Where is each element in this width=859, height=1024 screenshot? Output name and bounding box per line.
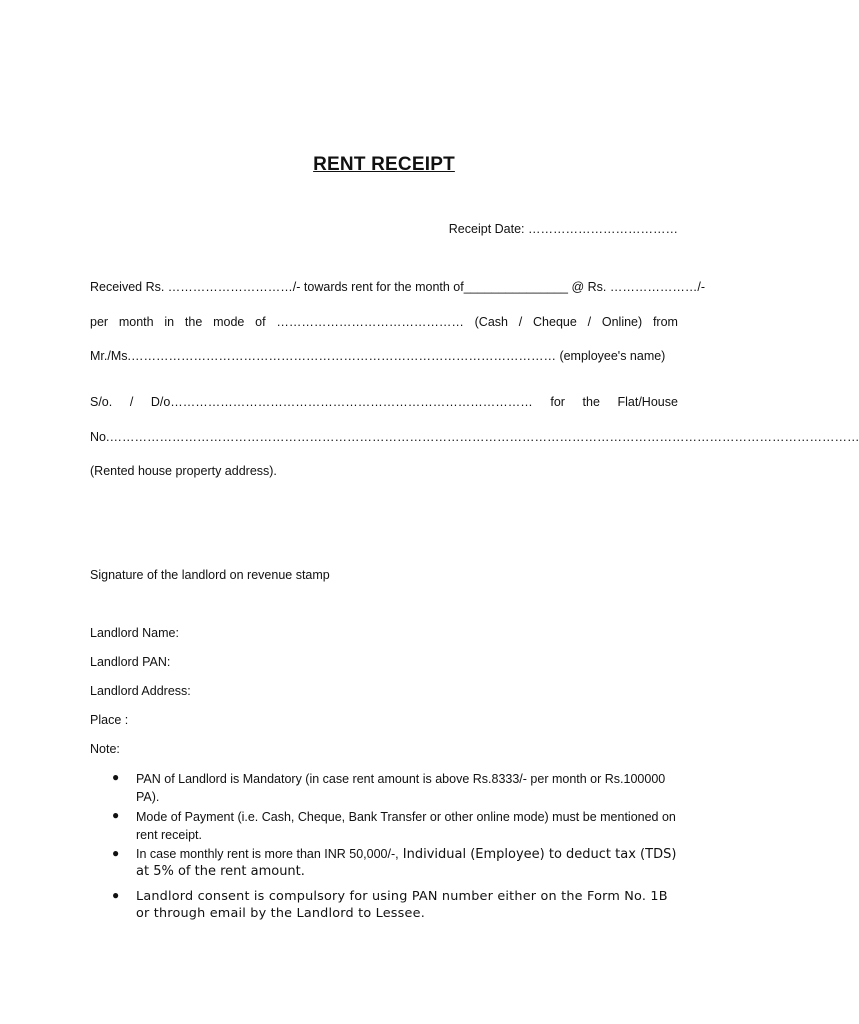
page-title: RENT RECEIPT	[313, 154, 455, 175]
signature-label: Signature of the landlord on revenue stamp	[90, 568, 330, 582]
place-label: Place :	[90, 713, 129, 727]
note-text	[136, 846, 678, 880]
word: in	[164, 315, 175, 329]
relation-blank: D/o……………………………………………………………………………	[150, 395, 533, 409]
note-text: PAN of Landlord is Mandatory (in case rent amount is above Rs.8333/- per month or Rs.100000 PA).	[136, 772, 666, 804]
receipt-date: Receipt Date: ………………………………	[448, 222, 678, 236]
note-text: Landlord consent is compulsory for using PAN number either on the Form No. 1B or through email by the Landlord to Lessee.	[136, 889, 668, 921]
word: from	[652, 315, 678, 329]
word: /	[129, 395, 134, 409]
payment-mode-line	[90, 315, 678, 329]
rate-text: _______________ @ Rs. …………………/-	[463, 280, 705, 294]
word: (Cash	[474, 315, 508, 329]
word: Cheque	[533, 315, 577, 329]
bullet-icon: ●	[112, 846, 120, 860]
property-address-line: (Rented house property address).	[90, 464, 277, 478]
note-text: Mode of Payment (i.e. Cash, Cheque, Bank Transfer or other online mode) must be mentioned on rent receipt.	[136, 810, 676, 842]
bullet-icon: ●	[112, 770, 120, 784]
received-amount-text: Received Rs. …………………………/- towards rent for the month of	[90, 280, 464, 294]
relation-line	[90, 395, 678, 409]
received-line	[90, 280, 705, 294]
word: the	[582, 395, 600, 409]
note-text-part: Individual (Employee) to deduct tax (TDS) at 5% of the rent amount.	[136, 847, 677, 879]
note-text-part: In case monthly rent is more than INR 50,000/-,	[136, 847, 399, 861]
landlord-address-label: Landlord Address:	[90, 684, 191, 698]
word: /	[518, 315, 523, 329]
word: for	[550, 395, 565, 409]
list-item	[90, 846, 678, 880]
list-item	[90, 808, 678, 844]
employee-name-line: Mr./Ms.………………………………………………………………………………………… (employee's name)	[90, 349, 666, 363]
notes-list	[90, 770, 678, 924]
list-item	[90, 888, 678, 922]
landlord-pan-label: Landlord PAN:	[90, 655, 171, 669]
word: /	[587, 315, 592, 329]
word: Online)	[601, 315, 643, 329]
word: Flat/House	[617, 395, 678, 409]
house-number-line: No.………………………………………………………………………………………………………………………………………………………………	[90, 430, 859, 444]
word: S/o.	[90, 395, 113, 409]
word: the	[184, 315, 203, 329]
word: per	[90, 315, 109, 329]
word: month	[118, 315, 154, 329]
bullet-icon: ●	[112, 888, 120, 902]
landlord-name-label: Landlord Name:	[90, 626, 179, 640]
word: mode	[213, 315, 245, 329]
bullet-icon: ●	[112, 808, 120, 822]
note-label: Note:	[90, 742, 120, 756]
word: of	[255, 315, 266, 329]
payment-mode-blank: ………………………………………	[276, 315, 464, 329]
list-item	[90, 770, 678, 806]
